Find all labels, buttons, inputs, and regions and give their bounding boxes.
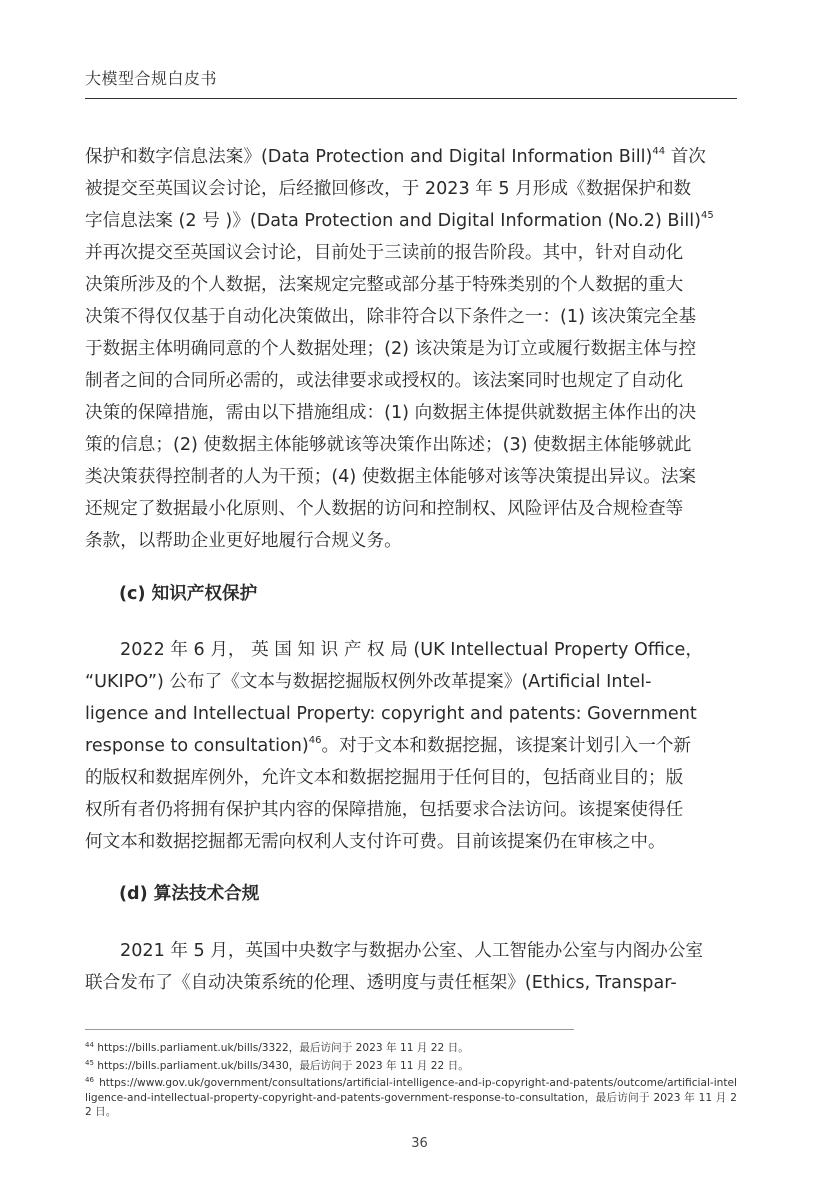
- footnotes: [85, 1041, 737, 1123]
- footnote-link[interactable]: https://www.gov.uk/government/consultations/artificial-intelligence-and-ip-copyright-and-patents/outcome/artificial-intelligence-and-intellectual-property-copyright-and-patents-government-response-to-consultation，最后访问于 2023 年 11 月 22 日。: [85, 1077, 737, 1118]
- text-line: 2021 年 5 月，英国中央数字与数据办公室、人工智能办公室与内阁办公室: [120, 941, 703, 961]
- footnote-link[interactable]: https://bills.parliament.uk/bills/3430，最后访问于 2023 年 11 月 22 日。: [97, 1059, 469, 1072]
- section-heading-algorithm-compliance: (d) 算法技术合规: [119, 884, 260, 904]
- text-line: 被提交至英国议会讨论，后经撤回修改，于 2023 年 5 月形成《数据保护和数: [85, 179, 692, 199]
- footnote-ref-45[interactable]: 45: [701, 210, 714, 221]
- text-line: ligence and Intellectual Property: copyright and patents: Government: [85, 704, 697, 724]
- text-line: 字信息法案 (2 号 )》(Data Protection and Digital Information (No.2) Bill)$^{45}$: [85, 210, 714, 231]
- text-line: 决策的保障措施，需由以下措施组成：(1) 向数据主体提供就数据主体作出的决: [85, 403, 697, 423]
- header-divider: [85, 98, 737, 99]
- footnote-46: $^{46}$ https://www.gov.uk/government/consultations/artificial-intelligence-and-ip-copyright-and-patents/outcome/artificial-intelligence-and-intellectual-property-copyright-and-patents-government-response-to-consultation，最后访问于 2023 年 11 月 22 日。: [85, 1076, 737, 1118]
- text-line: 策的信息；(2) 使数据主体能够就该等决策作出陈述；(3) 使数据主体能够就此: [85, 435, 692, 455]
- paragraph-algorithm-framework: [85, 935, 737, 999]
- text-line: 制者之间的合同所必需的，或法律要求或授权的。该法案同时也规定了自动化: [85, 371, 684, 391]
- text-line: “UKIPO”) 公布了《文本与数据挖掘版权例外改革提案》(Artificial Intel-: [85, 672, 652, 692]
- text-line: 的版权和数据库例外，允许文本和数据挖掘用于任何目的，包括商业目的；版: [85, 768, 684, 788]
- page-number: 36: [411, 1136, 428, 1151]
- text-line: response to consultation)$^{46}$。对于文本和数据挖掘，该提案计划引入一个新: [85, 735, 692, 756]
- running-header-title: 大模型合规白皮书: [85, 69, 218, 88]
- text-line: 决策不得仅仅基于自动化决策做出，除非符合以下条件之一：(1) 该决策完全基: [85, 307, 697, 327]
- text-line: 类决策获得控制者的人为干预；(4) 使数据主体能够对该等决策提出异议。法案: [85, 467, 697, 487]
- footnote-45: $^{45}$ https://bills.parliament.uk/bills/3430，最后访问于 2023 年 11 月 22 日。: [85, 1058, 469, 1072]
- text-line: 并再次提交至英国议会讨论，目前处于三读前的报告阶段。其中，针对自动化: [85, 243, 684, 263]
- text-line: 决策所涉及的个人数据，法案规定完整或部分基于特殊类别的个人数据的重大: [85, 275, 684, 295]
- text-line: 条款，以帮助企业更好地履行合规义务。: [85, 531, 402, 551]
- text-line: 还规定了数据最小化原则、个人数据的访问和控制权、风险评估及合规检查等: [85, 499, 684, 519]
- footnote-ref-46[interactable]: 46: [308, 735, 322, 746]
- paragraph-data-protection-bill: [85, 141, 737, 557]
- paragraph-ukipo-proposal: [85, 634, 737, 858]
- footnote-divider: [85, 1029, 574, 1030]
- footnote-link[interactable]: https://bills.parliament.uk/bills/3322，最后访问于 2023 年 11 月 22 日。: [97, 1042, 469, 1054]
- text-line: 权所有者仍将拥有保护其内容的保障措施，包括要求合法访问。该提案使得任: [85, 800, 684, 820]
- text-line: 2022 年 6 月， 英 国 知 识 产 权 局 (UK Intellectual Property Office，: [120, 640, 703, 660]
- text-line: 保护和数字信息法案》(Data Protection and Digital Information Bill)$^{44}$ 首次: [85, 146, 706, 167]
- footnote-44: $^{44}$ https://bills.parliament.uk/bills/3322，最后访问于 2023 年 11 月 22 日。: [85, 1041, 469, 1054]
- section-heading-ip-protection: (c) 知识产权保护: [119, 584, 258, 604]
- text-line: 于数据主体明确同意的个人数据处理；(2) 该决策是为订立或履行数据主体与控: [85, 339, 697, 359]
- text-line: 何文本和数据挖掘都无需向权利人支付许可费。目前该提案仍在审核之中。: [85, 832, 666, 852]
- text-line: 联合发布了《自动决策系统的伦理、透明度与责任框架》(Ethics, Transpar-: [85, 973, 677, 993]
- footnote-ref-44[interactable]: 44: [652, 146, 666, 157]
